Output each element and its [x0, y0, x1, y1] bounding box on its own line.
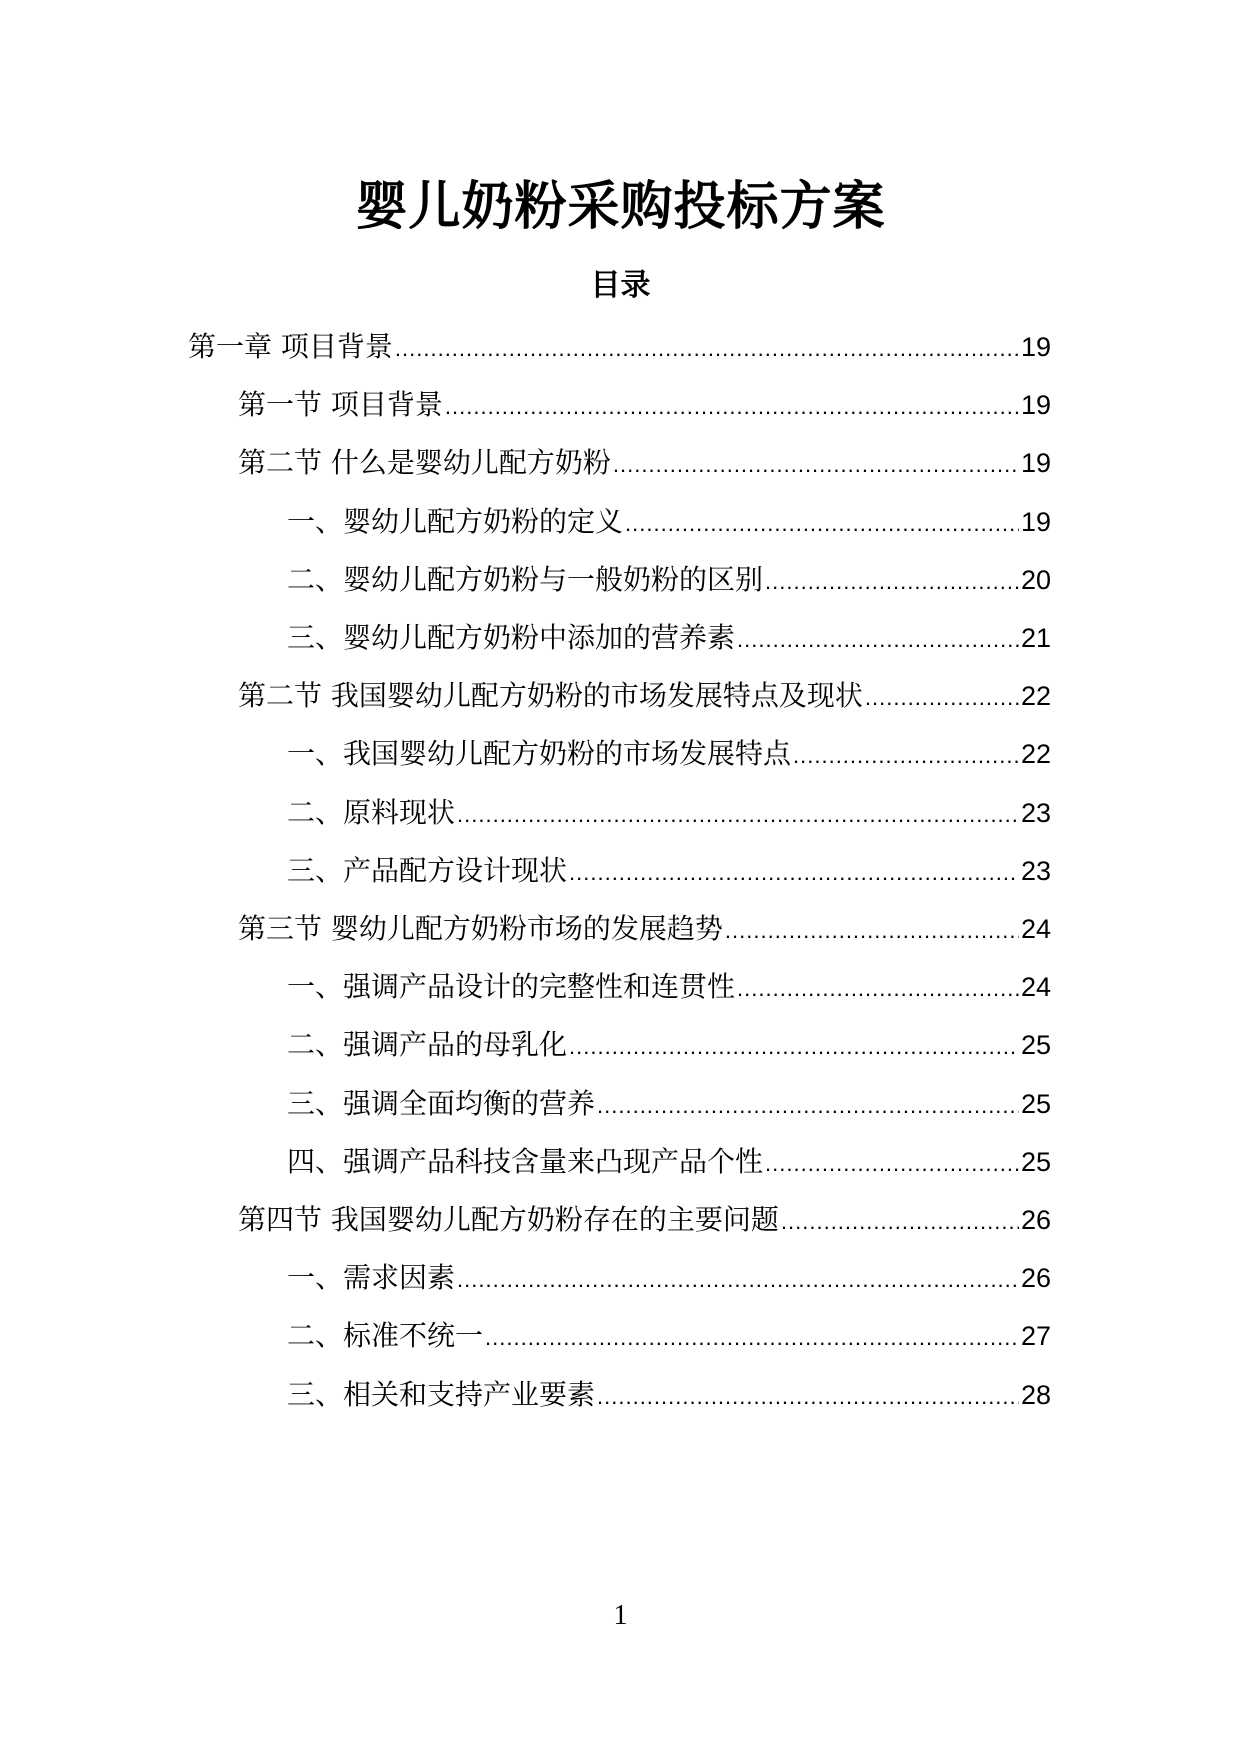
toc-dot-leader	[457, 795, 1019, 835]
toc-entry-label: 第一节 项目背景	[238, 388, 443, 422]
toc-entry[interactable]	[287, 1082, 1051, 1126]
toc-entry-page: 25	[1020, 1146, 1051, 1177]
toc-entry-page: 20	[1020, 564, 1051, 595]
toc-entry-label: 第二节 什么是婴幼儿配方奶粉	[238, 446, 611, 480]
toc-entry-label: 一、强调产品设计的完整性和连贯性	[287, 970, 736, 1004]
toc-entry-page: 19	[1020, 506, 1051, 537]
toc-dot-leader	[569, 853, 1019, 893]
toc-entry[interactable]	[287, 732, 1051, 776]
toc-entry-label: 二、标准不统一	[287, 1319, 484, 1353]
toc-entry[interactable]	[287, 1140, 1051, 1184]
toc-entry[interactable]	[238, 1198, 1051, 1242]
toc-entry[interactable]	[238, 383, 1051, 427]
toc-dot-leader	[737, 969, 1019, 1009]
toc-entry-label: 二、强调产品的母乳化	[287, 1028, 568, 1062]
toc-entry[interactable]	[287, 558, 1051, 602]
toc-dot-leader	[395, 329, 1019, 369]
toc-entry-label: 一、婴幼儿配方奶粉的定义	[287, 504, 624, 538]
toc-entry-label: 三、婴幼儿配方奶粉中添加的营养素	[287, 621, 736, 654]
toc-entry-page: 21	[1020, 623, 1051, 653]
toc-entry-label: 二、婴幼儿配方奶粉与一般奶粉的区别	[287, 562, 764, 596]
toc-dot-leader	[457, 1260, 1019, 1300]
toc-dot-leader	[725, 911, 1019, 951]
toc-dot-leader	[625, 504, 1019, 544]
toc-entry-page: 23	[1020, 855, 1051, 886]
toc-entry[interactable]	[238, 907, 1051, 951]
toc-entry[interactable]	[287, 791, 1051, 835]
toc-entry-label: 三、产品配方设计现状	[287, 853, 568, 887]
toc-entry-label: 四、强调产品科技含量来凸现产品个性	[287, 1144, 764, 1178]
toc-entry[interactable]	[287, 1314, 1051, 1358]
toc-entry[interactable]	[188, 325, 1051, 369]
toc-entry-label: 第三节 婴幼儿配方奶粉市场的发展趋势	[238, 912, 723, 945]
toc-entry-page: 24	[1020, 914, 1051, 944]
toc-entry[interactable]	[238, 674, 1051, 718]
toc-entry-page: 22	[1020, 681, 1051, 712]
page-number: 1	[613, 1600, 628, 1631]
toc-entry-label: 第四节 我国婴幼儿配方奶粉存在的主要问题	[238, 1203, 779, 1236]
toc-entry[interactable]	[287, 1373, 1051, 1417]
toc-dot-leader	[445, 387, 1019, 427]
toc-entry-page: 27	[1020, 1321, 1051, 1352]
toc-entry[interactable]	[287, 849, 1051, 893]
toc-entry-label: 三、相关和支持产业要素	[287, 1377, 596, 1411]
toc-entry-label: 三、强调全面均衡的营养	[287, 1086, 596, 1120]
toc-entry-label: 一、我国婴幼儿配方奶粉的市场发展特点	[287, 737, 792, 771]
toc-dot-leader	[781, 1202, 1019, 1242]
toc-dot-leader	[765, 1144, 1019, 1184]
toc-entry-label: 一、需求因素	[287, 1261, 456, 1295]
toc-dot-leader	[865, 678, 1019, 718]
toc-entry-page: 22	[1020, 739, 1051, 770]
toc-entry[interactable]	[287, 965, 1051, 1009]
toc-entry-page: 23	[1020, 797, 1051, 828]
toc-entry-page: 28	[1020, 1379, 1051, 1410]
toc-entry-page: 25	[1020, 1088, 1051, 1119]
toc-entry[interactable]	[287, 616, 1051, 660]
toc-entry-page: 25	[1020, 1030, 1051, 1061]
toc-dot-leader	[597, 1377, 1019, 1417]
toc-entry[interactable]	[287, 1023, 1051, 1067]
document-title: 婴儿奶粉采购投标方案	[355, 177, 886, 237]
toc-dot-leader	[737, 620, 1019, 660]
toc-entry-page: 26	[1020, 1263, 1051, 1294]
toc-heading: 目录	[590, 268, 651, 303]
toc-entry[interactable]	[287, 500, 1051, 544]
toc-entry-page: 24	[1020, 972, 1051, 1003]
toc-entry-page: 19	[1020, 448, 1051, 479]
toc-entry-label: 第二节 我国婴幼儿配方奶粉的市场发展特点及现状	[238, 679, 863, 713]
toc-entry-label: 二、原料现状	[287, 795, 456, 829]
toc-dot-leader	[597, 1086, 1019, 1126]
toc-entry[interactable]	[238, 441, 1051, 485]
toc-dot-leader	[793, 736, 1019, 776]
toc-entry-page: 26	[1020, 1205, 1051, 1235]
toc-entry-label: 第一章 项目背景	[188, 330, 393, 363]
toc-entry[interactable]	[287, 1256, 1051, 1300]
toc-dot-leader	[485, 1318, 1019, 1358]
toc-entry-page: 19	[1020, 332, 1051, 362]
toc-dot-leader	[569, 1027, 1019, 1067]
toc-dot-leader	[613, 445, 1019, 485]
toc-entry-page: 19	[1020, 390, 1051, 421]
toc-dot-leader	[765, 562, 1019, 602]
